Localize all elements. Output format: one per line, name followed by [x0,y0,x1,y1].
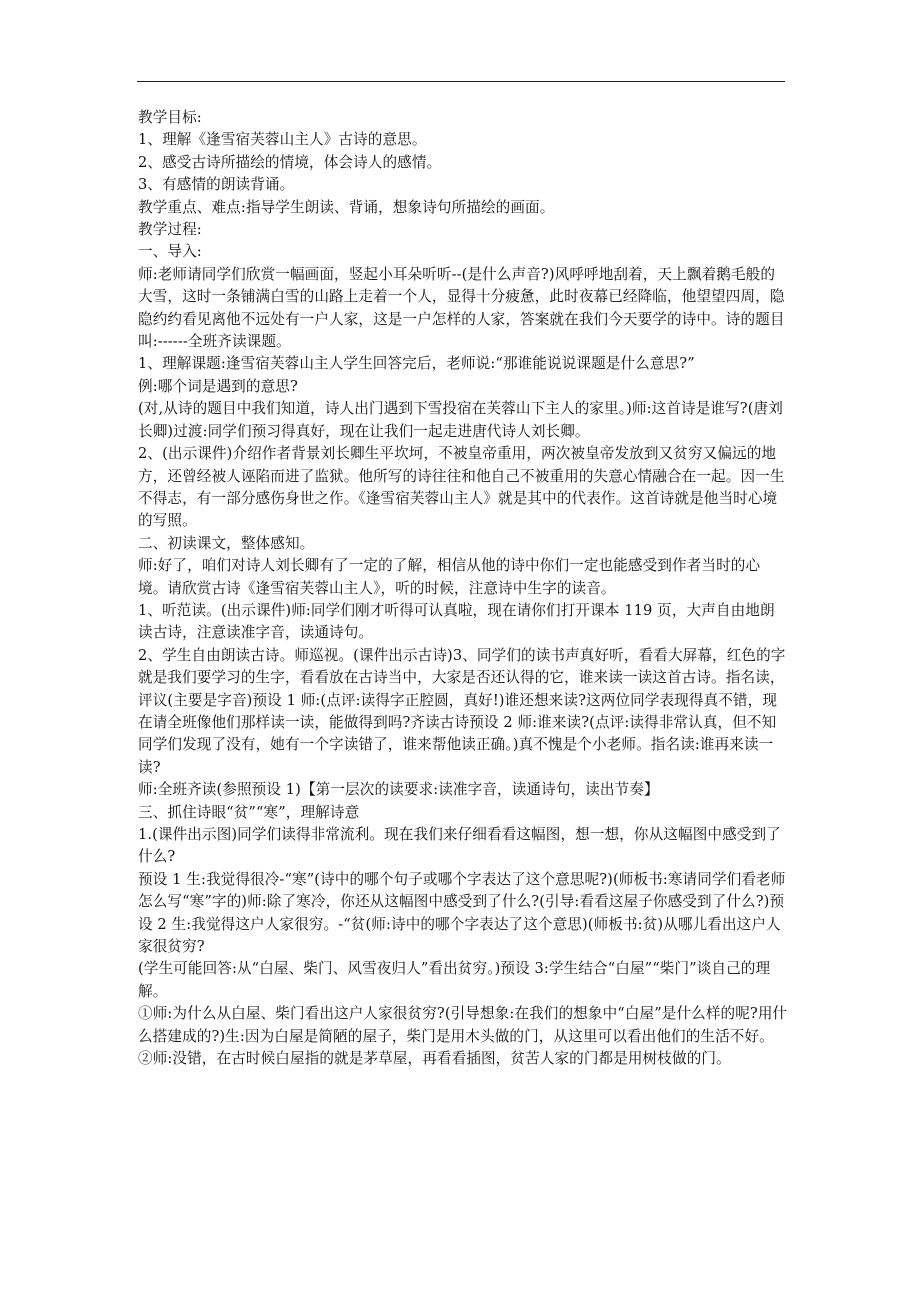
section-heading-process: 教学过程: [138,221,202,239]
author-background-paragraph: 2、(出示课件)介绍作者背景刘长卿生平坎坷，不被皇帝重用，两次被皇帝发放到又贫穷又偏远的地方，还曾经被人诬陷而进了监狱。他所写的诗往往和他自己不被重用的失意心情融合在一起。因一生不得志，有一部分感伤身世之作。《逢雪宿芙蓉山主人》就是其中的代表作。这首诗就是他当时心境的写照。 [138,445,785,530]
presets-paragraph: 预设 1 生:我觉得很冷-“寒”(诗中的哪个句子或哪个字表达了这个意思呢?)(师板书:寒请同学们看老师怎么写“寒”字的)师:除了寒冷，你还从这幅图中感受到了什么?(引导:看看这屋子你感受到了什么?)预设 2 生:我觉得这户人家很穷。-“贫(师:诗中的哪个字表达了这个意思)(师板书:贫)从哪儿看出这户人家很贫穷? [138,870,786,956]
model-reading-paragraph: 1、听范读。(出示课件)师:同学们刚才听得可认真啦，现在请你们打开课本 119 页，大声自由地朗读古诗，注意读准字音，读通诗句。 [138,601,775,642]
key-points-paragraph: 教学重点、难点:指导学生朗读、背诵，想象诗句所描绘的画面。 [138,198,555,216]
transition-paragraph: (对,从诗的题目中我们知道，诗人出门遇到下雪投宿在芙蓉山下主人的家里。)师:这首诗是谁写?(唐刘长卿)过渡:同学们预习得真好，现在让我们一起走进唐代诗人刘长卿。 [138,400,783,440]
header-rule [137,81,785,82]
thatched-house-paragraph: ②师:没错，在古时候白屋指的就是茅草屋，再看看插图，贫苦人家的门都是用树枝做的门。 [138,1050,731,1068]
document-body [138,107,788,1070]
objective-item-2: 2、感受古诗所描绘的情境，体会诗人的感情。 [138,153,442,171]
intro-paragraph: 师:老师请同学们欣赏一幅画面，竖起小耳朵听听--(是什么声音?)风呼呼地刮着，天上飘着鹅毛般的大雪，这时一条铺满白雪的山路上走着一个人，显得十分疲惫，此时夜幕已经降临，他望望四周，隐隐约约看见离他不远处有一户人家，这是一户怎样的人家，答案就在我们今天要学的诗中。诗的题目叫:------全班齐读课题。 [138,265,785,351]
section-heading-intro: 一、导入: [138,243,202,261]
first-reading-paragraph: 师:好了，咱们对诗人刘长卿有了一定的了解，相信从他的诗中你们一定也能感受到作者当时的心境。请欣赏古诗《逢雪宿芙蓉山主人》，听的时候，注意诗中生字的读音。 [138,557,761,597]
white-house-question-paragraph: ①师:为什么从白屋、柴门看出这户人家很贫穷?(引导想象:在我们的想象中“白屋”是什么样的呢?用什么搭建成的?)生:因为白屋是简陋的屋子，柴门是用木头做的门，从这里可以看出他们的生活不好。 [138,1005,788,1045]
free-reading-paragraph: 2、学生自由朗读古诗。师巡视。(课件出示古诗)3、同学们的读书声真好听，看看大屏幕，红色的字就是我们要学习的生字，看看放在古诗当中，大家是否还认得的它，谁来读一读这首古诗。指名读，评议(主要是字音)预设 1 师:(点评:读得字正腔圆，真好!)谁还想来读?这两位同学表现得真不错，现在请全班像他们那样读一读，能做得到吗?齐读古诗预设 2 师:谁来读?(点评:读得非常认真，但不知同学们发现了没有，她有一个字读错了，谁来帮他读正确。)真不愧是个小老师。指名读:谁再来读一读? [138,646,786,776]
title-understanding-paragraph: 1、理解课题:逢雪宿芙蓉山主人学生回答完后，老师说:“那谁能说说课题是什么意思?” [138,355,695,373]
section-heading-first-reading: 二、初读课文，整体感知。 [138,534,315,552]
objective-item-1: 1、理解《逢雪宿芙蓉山主人》古诗的意思。 [138,131,427,149]
example-question: 例:哪个词是遇到的意思? [138,377,298,395]
student-answer-paragraph: (学生可能回答:从“白屋、柴门、风雪夜归人”看出贫穷。)预设 3:学生结合“白屋”“柴门”谈自己的理解。 [138,960,771,1000]
section-heading-objectives: 教学目标: [138,109,202,126]
section-heading-poem-eye: 三、抓住诗眼“贫”“寒”，理解诗意 [138,803,360,821]
picture-question-paragraph: 1.(课件出示图)同学们读得非常流利。现在我们来仔细看看这幅图，想一想，你从这幅图中感受到了什么? [138,826,781,866]
class-reading-paragraph: 师:全班齐读(参照预设 1)【第一层次的读要求:读准字音，读通诗句，读出节奏】 [138,781,659,799]
objective-item-3: 3、有感情的朗读背诵。 [138,176,295,194]
